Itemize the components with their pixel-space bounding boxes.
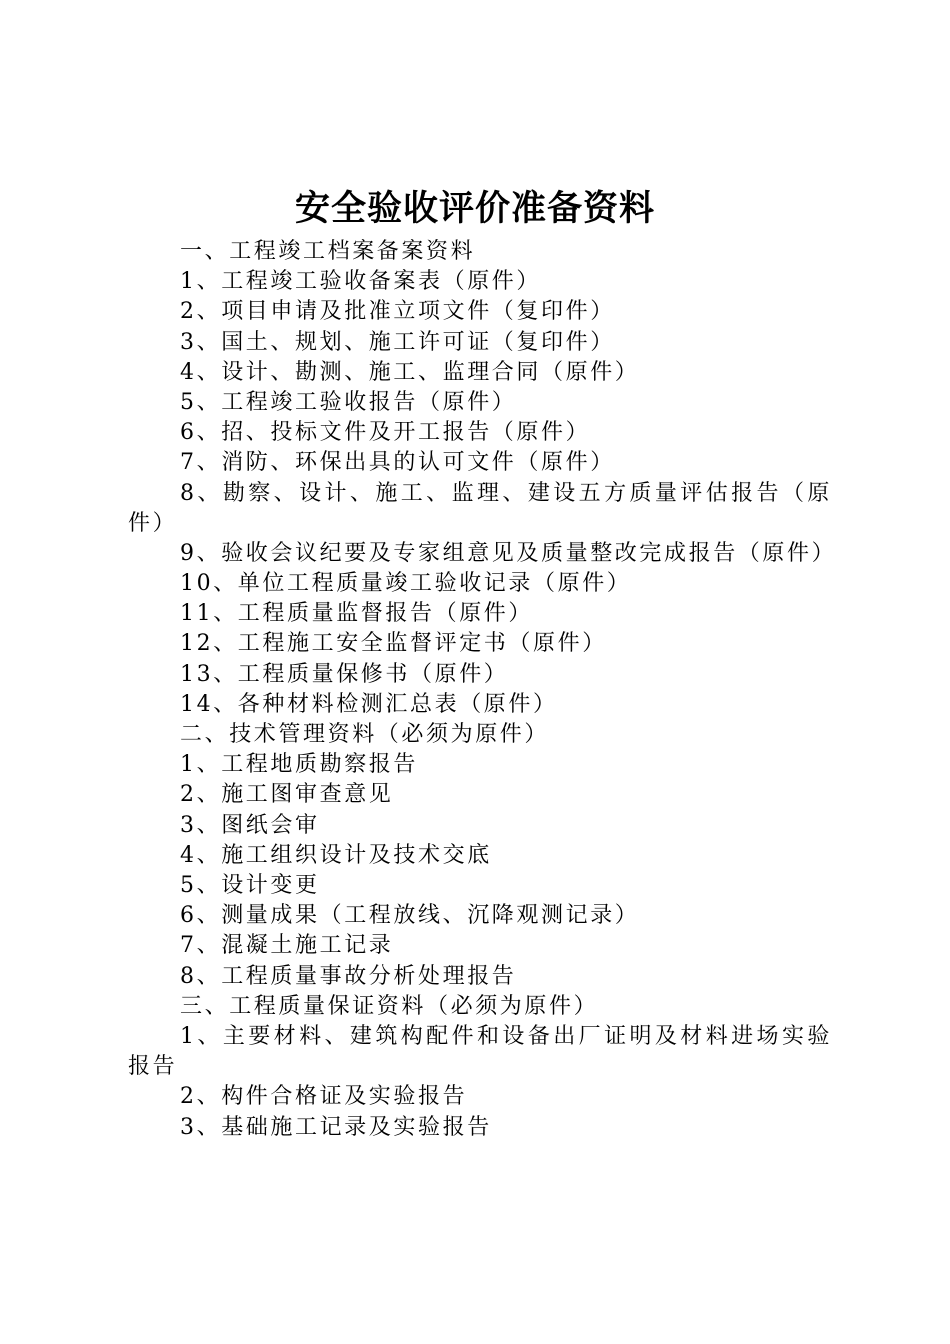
list-item: 1、工程竣工验收备案表（原件） xyxy=(180,269,541,295)
section-heading-3: 三、工程质量保证资料（必须为原件） xyxy=(180,993,599,1019)
list-item: 13、工程质量保修书（原件） xyxy=(180,661,509,687)
list-item: 8、工程质量事故分析处理报告 xyxy=(180,963,517,989)
list-item: 3、基础施工记录及实验报告 xyxy=(180,1114,492,1140)
list-item: 10、单位工程质量竣工验收记录（原件） xyxy=(180,571,632,597)
list-item: 9、验收会议纪要及专家组意见及质量整改完成报告（原件） xyxy=(180,540,837,566)
list-item: 7、混凝土施工记录 xyxy=(180,933,394,959)
list-item: 4、施工组织设计及技术交底 xyxy=(180,842,492,868)
list-item: 5、工程竣工验收报告（原件） xyxy=(180,389,517,415)
section-heading-1: 一、工程竣工档案备案资料 xyxy=(180,239,476,264)
list-item: 14、各种材料检测汇总表（原件） xyxy=(180,691,558,717)
list-item: 6、测量成果（工程放线、沉降观测记录） xyxy=(180,903,640,929)
list-item: 4、设计、勘测、施工、监理合同（原件） xyxy=(180,359,640,385)
document-body xyxy=(128,237,837,1143)
list-item: 2、施工图审查意见 xyxy=(180,782,394,808)
list-item: 2、构件合格证及实验报告 xyxy=(180,1084,468,1110)
list-item: 11、工程质量监督报告（原件） xyxy=(180,601,533,627)
list-item: 1、主要材料、建筑构配件和设备出厂证明及材料进场实验报告 xyxy=(128,1023,832,1080)
list-item: 6、招、投标文件及开工报告（原件） xyxy=(180,420,591,446)
list-item: 12、工程施工安全监督评定书（原件） xyxy=(180,631,607,657)
list-item: 8、勘察、设计、施工、监理、建设五方质量评估报告（原件） xyxy=(128,480,832,536)
list-item: 5、设计变更 xyxy=(180,872,320,898)
list-item: 2、项目申请及批准立项文件（复印件） xyxy=(180,299,615,325)
document-title: 安全验收评价准备资料 xyxy=(294,188,655,229)
list-item: 3、国土、规划、施工许可证（复印件） xyxy=(180,329,615,355)
section-heading-2: 二、技术管理资料（必须为原件） xyxy=(180,722,550,748)
list-item: 1、工程地质勘察报告 xyxy=(180,752,418,778)
list-item: 3、图纸会审 xyxy=(180,812,320,838)
list-item: 7、消防、环保出具的认可文件（原件） xyxy=(180,450,615,476)
